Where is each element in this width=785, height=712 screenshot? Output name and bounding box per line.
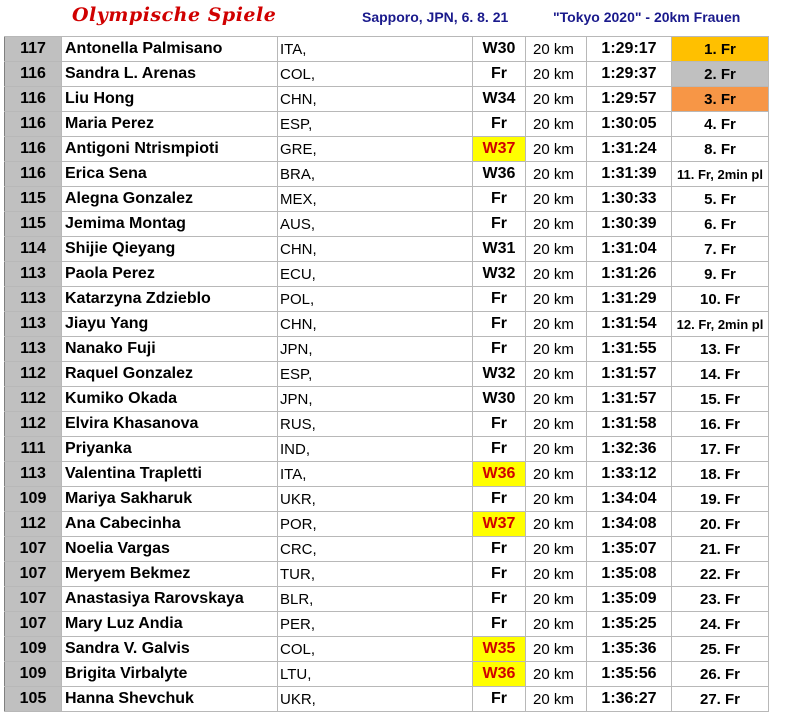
category-cell: Fr bbox=[473, 112, 526, 137]
nation-cell: BLR, bbox=[278, 587, 473, 612]
nation-cell: ECU, bbox=[278, 262, 473, 287]
time-cell: 1:35:09 bbox=[587, 587, 672, 612]
table-row bbox=[5, 562, 769, 587]
athlete-name-cell: Katarzyna Zdzieblo bbox=[62, 287, 278, 312]
table-row bbox=[5, 662, 769, 687]
placing-cell: 9. Fr bbox=[672, 262, 769, 287]
category-cell: Fr bbox=[473, 212, 526, 237]
distance-cell: 20 km bbox=[526, 112, 587, 137]
table-row bbox=[5, 362, 769, 387]
distance-cell: 20 km bbox=[526, 187, 587, 212]
distance-cell: 20 km bbox=[526, 337, 587, 362]
table-row bbox=[5, 512, 769, 537]
category-cell: W36 bbox=[473, 462, 526, 487]
nation-cell: UKR, bbox=[278, 687, 473, 712]
table-row bbox=[5, 537, 769, 562]
table-row bbox=[5, 637, 769, 662]
nation-cell: CHN, bbox=[278, 87, 473, 112]
event-name: "Tokyo 2020" - 20km Frauen bbox=[553, 9, 741, 25]
category-cell: Fr bbox=[473, 562, 526, 587]
time-cell: 1:35:36 bbox=[587, 637, 672, 662]
time-cell: 1:30:39 bbox=[587, 212, 672, 237]
nation-cell: MEX, bbox=[278, 187, 473, 212]
distance-cell: 20 km bbox=[526, 487, 587, 512]
athlete-name-cell: Shijie Qieyang bbox=[62, 237, 278, 262]
athlete-name-cell: Meryem Bekmez bbox=[62, 562, 278, 587]
distance-cell: 20 km bbox=[526, 312, 587, 337]
points-cell: 114 bbox=[5, 237, 62, 262]
athlete-name-cell: Jiayu Yang bbox=[62, 312, 278, 337]
athlete-name-cell: Hanna Shevchuk bbox=[62, 687, 278, 712]
points-cell: 112 bbox=[5, 362, 62, 387]
category-cell: W35 bbox=[473, 637, 526, 662]
distance-cell: 20 km bbox=[526, 62, 587, 87]
distance-cell: 20 km bbox=[526, 612, 587, 637]
nation-cell: UKR, bbox=[278, 487, 473, 512]
distance-cell: 20 km bbox=[526, 162, 587, 187]
athlete-name-cell: Maria Perez bbox=[62, 112, 278, 137]
points-cell: 117 bbox=[5, 37, 62, 62]
placing-cell: 27. Fr bbox=[672, 687, 769, 712]
points-cell: 109 bbox=[5, 662, 62, 687]
athlete-name-cell: Alegna Gonzalez bbox=[62, 187, 278, 212]
results-table bbox=[4, 36, 769, 712]
athlete-name-cell: Sandra L. Arenas bbox=[62, 62, 278, 87]
time-cell: 1:31:57 bbox=[587, 387, 672, 412]
points-cell: 116 bbox=[5, 87, 62, 112]
table-row bbox=[5, 37, 769, 62]
category-cell: Fr bbox=[473, 687, 526, 712]
table-row bbox=[5, 162, 769, 187]
placing-cell: 1. Fr bbox=[672, 37, 769, 62]
time-cell: 1:31:26 bbox=[587, 262, 672, 287]
category-cell: Fr bbox=[473, 587, 526, 612]
time-cell: 1:31:58 bbox=[587, 412, 672, 437]
time-cell: 1:35:08 bbox=[587, 562, 672, 587]
distance-cell: 20 km bbox=[526, 362, 587, 387]
distance-cell: 20 km bbox=[526, 462, 587, 487]
athlete-name-cell: Priyanka bbox=[62, 437, 278, 462]
category-cell: Fr bbox=[473, 62, 526, 87]
athlete-name-cell: Paola Perez bbox=[62, 262, 278, 287]
distance-cell: 20 km bbox=[526, 287, 587, 312]
placing-cell: 8. Fr bbox=[672, 137, 769, 162]
table-row bbox=[5, 137, 769, 162]
placing-cell: 24. Fr bbox=[672, 612, 769, 637]
nation-cell: ESP, bbox=[278, 362, 473, 387]
athlete-name-cell: Antonella Palmisano bbox=[62, 37, 278, 62]
athlete-name-cell: Ana Cabecinha bbox=[62, 512, 278, 537]
placing-cell: 19. Fr bbox=[672, 487, 769, 512]
nation-cell: ESP, bbox=[278, 112, 473, 137]
category-cell: Fr bbox=[473, 612, 526, 637]
placing-cell: 17. Fr bbox=[672, 437, 769, 462]
nation-cell: GRE, bbox=[278, 137, 473, 162]
points-cell: 111 bbox=[5, 437, 62, 462]
sheet-header bbox=[0, 0, 785, 35]
time-cell: 1:31:54 bbox=[587, 312, 672, 337]
athlete-name-cell: Antigoni Ntrismpioti bbox=[62, 137, 278, 162]
time-cell: 1:31:55 bbox=[587, 337, 672, 362]
athlete-name-cell: Mariya Sakharuk bbox=[62, 487, 278, 512]
table-row bbox=[5, 262, 769, 287]
points-cell: 109 bbox=[5, 637, 62, 662]
category-cell: W31 bbox=[473, 237, 526, 262]
nation-cell: COL, bbox=[278, 637, 473, 662]
nation-cell: TUR, bbox=[278, 562, 473, 587]
athlete-name-cell: Raquel Gonzalez bbox=[62, 362, 278, 387]
athlete-name-cell: Elvira Khasanova bbox=[62, 412, 278, 437]
placing-cell: 14. Fr bbox=[672, 362, 769, 387]
distance-cell: 20 km bbox=[526, 687, 587, 712]
nation-cell: LTU, bbox=[278, 662, 473, 687]
placing-cell: 16. Fr bbox=[672, 412, 769, 437]
distance-cell: 20 km bbox=[526, 262, 587, 287]
placing-cell: 15. Fr bbox=[672, 387, 769, 412]
athlete-name-cell: Nanako Fuji bbox=[62, 337, 278, 362]
time-cell: 1:29:37 bbox=[587, 62, 672, 87]
table-row bbox=[5, 387, 769, 412]
placing-cell: 2. Fr bbox=[672, 62, 769, 87]
placing-cell: 13. Fr bbox=[672, 337, 769, 362]
category-cell: Fr bbox=[473, 412, 526, 437]
distance-cell: 20 km bbox=[526, 662, 587, 687]
nation-cell: CHN, bbox=[278, 312, 473, 337]
time-cell: 1:35:07 bbox=[587, 537, 672, 562]
distance-cell: 20 km bbox=[526, 562, 587, 587]
table-row bbox=[5, 187, 769, 212]
placing-cell: 25. Fr bbox=[672, 637, 769, 662]
points-cell: 112 bbox=[5, 387, 62, 412]
distance-cell: 20 km bbox=[526, 87, 587, 112]
table-row bbox=[5, 62, 769, 87]
distance-cell: 20 km bbox=[526, 412, 587, 437]
category-cell: W32 bbox=[473, 262, 526, 287]
table-row bbox=[5, 87, 769, 112]
table-row bbox=[5, 462, 769, 487]
time-cell: 1:32:36 bbox=[587, 437, 672, 462]
category-cell: W37 bbox=[473, 137, 526, 162]
placing-cell: 3. Fr bbox=[672, 87, 769, 112]
distance-cell: 20 km bbox=[526, 212, 587, 237]
placing-cell: 4. Fr bbox=[672, 112, 769, 137]
athlete-name-cell: Valentina Trapletti bbox=[62, 462, 278, 487]
category-cell: W36 bbox=[473, 662, 526, 687]
nation-cell: ITA, bbox=[278, 462, 473, 487]
placing-cell: 10. Fr bbox=[672, 287, 769, 312]
nation-cell: RUS, bbox=[278, 412, 473, 437]
athlete-name-cell: Erica Sena bbox=[62, 162, 278, 187]
category-cell: W36 bbox=[473, 162, 526, 187]
points-cell: 112 bbox=[5, 412, 62, 437]
placing-cell: 22. Fr bbox=[672, 562, 769, 587]
placing-cell: 5. Fr bbox=[672, 187, 769, 212]
category-cell: Fr bbox=[473, 487, 526, 512]
points-cell: 107 bbox=[5, 612, 62, 637]
athlete-name-cell: Brigita Virbalyte bbox=[62, 662, 278, 687]
time-cell: 1:30:33 bbox=[587, 187, 672, 212]
category-cell: W30 bbox=[473, 387, 526, 412]
distance-cell: 20 km bbox=[526, 537, 587, 562]
time-cell: 1:34:08 bbox=[587, 512, 672, 537]
distance-cell: 20 km bbox=[526, 387, 587, 412]
points-cell: 109 bbox=[5, 487, 62, 512]
table-row bbox=[5, 287, 769, 312]
nation-cell: COL, bbox=[278, 62, 473, 87]
category-cell: Fr bbox=[473, 287, 526, 312]
category-cell: W34 bbox=[473, 87, 526, 112]
placing-cell: 21. Fr bbox=[672, 537, 769, 562]
distance-cell: 20 km bbox=[526, 512, 587, 537]
time-cell: 1:36:27 bbox=[587, 687, 672, 712]
table-row bbox=[5, 437, 769, 462]
time-cell: 1:31:24 bbox=[587, 137, 672, 162]
page-title: Olympische Spiele bbox=[72, 4, 277, 26]
table-row bbox=[5, 212, 769, 237]
category-cell: Fr bbox=[473, 437, 526, 462]
time-cell: 1:35:25 bbox=[587, 612, 672, 637]
time-cell: 1:30:05 bbox=[587, 112, 672, 137]
table-row bbox=[5, 612, 769, 637]
points-cell: 107 bbox=[5, 562, 62, 587]
points-cell: 115 bbox=[5, 212, 62, 237]
distance-cell: 20 km bbox=[526, 237, 587, 262]
nation-cell: JPN, bbox=[278, 387, 473, 412]
points-cell: 116 bbox=[5, 62, 62, 87]
category-cell: W37 bbox=[473, 512, 526, 537]
table-row bbox=[5, 237, 769, 262]
athlete-name-cell: Mary Luz Andia bbox=[62, 612, 278, 637]
nation-cell: CHN, bbox=[278, 237, 473, 262]
nation-cell: AUS, bbox=[278, 212, 473, 237]
table-row bbox=[5, 687, 769, 712]
athlete-name-cell: Jemima Montag bbox=[62, 212, 278, 237]
nation-cell: IND, bbox=[278, 437, 473, 462]
placing-cell: 6. Fr bbox=[672, 212, 769, 237]
points-cell: 107 bbox=[5, 537, 62, 562]
time-cell: 1:33:12 bbox=[587, 462, 672, 487]
nation-cell: JPN, bbox=[278, 337, 473, 362]
athlete-name-cell: Anastasiya Rarovskaya bbox=[62, 587, 278, 612]
nation-cell: POL, bbox=[278, 287, 473, 312]
time-cell: 1:29:57 bbox=[587, 87, 672, 112]
time-cell: 1:34:04 bbox=[587, 487, 672, 512]
points-cell: 115 bbox=[5, 187, 62, 212]
time-cell: 1:31:29 bbox=[587, 287, 672, 312]
nation-cell: POR, bbox=[278, 512, 473, 537]
placing-cell: 23. Fr bbox=[672, 587, 769, 612]
athlete-name-cell: Kumiko Okada bbox=[62, 387, 278, 412]
placing-cell: 7. Fr bbox=[672, 237, 769, 262]
points-cell: 116 bbox=[5, 162, 62, 187]
table-row bbox=[5, 312, 769, 337]
nation-cell: CRC, bbox=[278, 537, 473, 562]
time-cell: 1:31:04 bbox=[587, 237, 672, 262]
points-cell: 113 bbox=[5, 287, 62, 312]
nation-cell: PER, bbox=[278, 612, 473, 637]
time-cell: 1:31:57 bbox=[587, 362, 672, 387]
category-cell: Fr bbox=[473, 337, 526, 362]
placing-cell: 26. Fr bbox=[672, 662, 769, 687]
points-cell: 116 bbox=[5, 137, 62, 162]
placing-cell: 11. Fr, 2min pl bbox=[672, 162, 769, 187]
table-row bbox=[5, 412, 769, 437]
time-cell: 1:31:39 bbox=[587, 162, 672, 187]
table-row bbox=[5, 587, 769, 612]
category-cell: Fr bbox=[473, 187, 526, 212]
points-cell: 112 bbox=[5, 512, 62, 537]
time-cell: 1:35:56 bbox=[587, 662, 672, 687]
category-cell: W30 bbox=[473, 37, 526, 62]
points-cell: 107 bbox=[5, 587, 62, 612]
points-cell: 105 bbox=[5, 687, 62, 712]
placing-cell: 18. Fr bbox=[672, 462, 769, 487]
points-cell: 113 bbox=[5, 312, 62, 337]
category-cell: Fr bbox=[473, 537, 526, 562]
distance-cell: 20 km bbox=[526, 37, 587, 62]
distance-cell: 20 km bbox=[526, 587, 587, 612]
athlete-name-cell: Liu Hong bbox=[62, 87, 278, 112]
time-cell: 1:29:17 bbox=[587, 37, 672, 62]
table-row bbox=[5, 487, 769, 512]
category-cell: W32 bbox=[473, 362, 526, 387]
points-cell: 113 bbox=[5, 337, 62, 362]
placing-cell: 20. Fr bbox=[672, 512, 769, 537]
table-row bbox=[5, 112, 769, 137]
nation-cell: BRA, bbox=[278, 162, 473, 187]
points-cell: 113 bbox=[5, 262, 62, 287]
nation-cell: ITA, bbox=[278, 37, 473, 62]
distance-cell: 20 km bbox=[526, 437, 587, 462]
points-cell: 116 bbox=[5, 112, 62, 137]
distance-cell: 20 km bbox=[526, 637, 587, 662]
category-cell: Fr bbox=[473, 312, 526, 337]
event-location: Sapporo, JPN, 6. 8. 21 bbox=[362, 9, 509, 25]
placing-cell: 12. Fr, 2min pl bbox=[672, 312, 769, 337]
athlete-name-cell: Noelia Vargas bbox=[62, 537, 278, 562]
athlete-name-cell: Sandra V. Galvis bbox=[62, 637, 278, 662]
points-cell: 113 bbox=[5, 462, 62, 487]
distance-cell: 20 km bbox=[526, 137, 587, 162]
table-row bbox=[5, 337, 769, 362]
